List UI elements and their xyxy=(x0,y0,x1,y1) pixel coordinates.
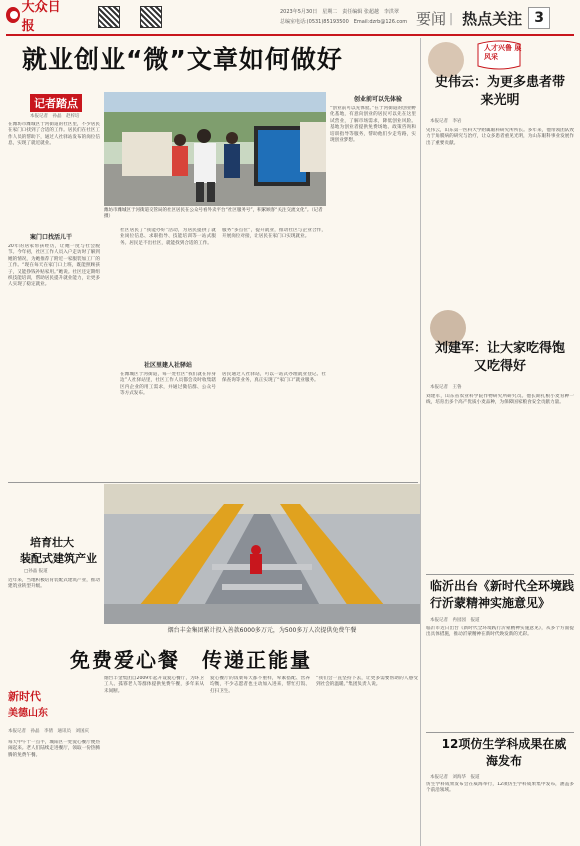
industry-photo xyxy=(104,484,420,624)
subhead-2: 创业前可以先体验 xyxy=(354,96,403,103)
lead-body-col1b: 20年的居家带孩经历，让她一度与社会脱节。今年初，社区工作人员入户走访时了解到她的情况，为她推荐了附近一家服装加工厂的工作。“现在每天在家门口上班，既能照顾孩子，又能挣钱补贴家用。”她说。社区还定期组织技能培训，帮助居民提升就业能力，让更多人实现了稳定就业。 xyxy=(8,244,100,288)
story1-body: 史伟云，山东第一医科大学附属眼科研究所所长。多年来，他带领团队致力于角膜病的研究与治疗，让众多患者重见光明，为山东眼科事业发展作出了重要贡献。 xyxy=(426,128,574,146)
meal-body-col4: “我们会一直坚持下去，让更多需要帮助的人感受到社会的温暖。”集团负责人说。 xyxy=(316,676,418,688)
linyi-byline: 本报记者 冉园园 报道 xyxy=(430,618,480,623)
industry-byline: □孙晶 报道 xyxy=(24,569,48,574)
story1-title: 史伟云：为更多患者带来光明 xyxy=(434,75,565,108)
industry-photo-caption: 烟台丰金集团累计投入善款6000多万元，为500多万人次提供免费午餐 xyxy=(167,627,357,634)
lead-photo-caption: 潍坊市潍城区于河街道交管局的社区居民在公众号看外卖平台“社区服务号”，积累顾客“关注交流文化”。（记者摄） xyxy=(104,208,323,219)
meal-title: 免费爱心餐 传递正能量 xyxy=(70,648,312,672)
lead-body-col3: 服务“多点位”，提升就业，推动社区与企业合作，开展岗位对接，让居民在家门口实现就业。 xyxy=(222,228,326,240)
section-rule xyxy=(426,732,574,733)
subjects-title: 12项仿生学科成果在威海发布 xyxy=(441,737,567,768)
section-rule xyxy=(426,574,574,575)
logo-icon xyxy=(6,7,20,23)
industry-title-2: 装配式建筑产业 xyxy=(20,552,97,565)
lead-photo xyxy=(104,92,326,206)
lead-body-col2: 社区居民了“我能办好”活动，为居民提供了就业岗位信息、求职指导、技能培训等一站式服务。居民足不出社区，就能找到合适的工作。 xyxy=(120,228,216,246)
industry-body: 近年来，当地积极培育装配式建筑产业，推动建筑业转型升级。 xyxy=(8,578,100,590)
virtue-badge-line2: 美德山东 xyxy=(8,708,48,719)
story2-byline: 本报记者 王鲁 xyxy=(430,385,462,390)
edition-header: 要闻 | 热点关注 3 xyxy=(416,6,576,30)
qr-code-icon xyxy=(98,6,120,28)
column-divider xyxy=(420,38,421,846)
paper-name: 大众日报 xyxy=(21,0,61,34)
lead-body-col4: “创业前可以先体验。”在于河街道的创业孵化基地，有意向创业的居民可以先在这里试营业，了解市场需求，降低创业风险。基地为创业者提供免费场地、政策咨询和培训指导等服务，帮助他们少走弯路，实现创业梦想。 xyxy=(330,106,416,144)
linyi-title: 临沂出台《新时代全环境践行沂蒙精神实施意见》 xyxy=(430,579,575,610)
portrait-shi-weiyun xyxy=(428,42,464,78)
virtue-badge-line1: 新时代 xyxy=(8,690,41,703)
meal-body-col3: 爱心餐厅的饭菜每天都不重样，荤素搭配、营养均衡，不少志愿者也主动加入进来，帮忙打饭、打扫卫生。 xyxy=(210,676,310,694)
newspaper-logo xyxy=(6,0,66,34)
reporter-tag xyxy=(30,92,82,112)
talent-badge-text: 人才兴鲁 展风采 xyxy=(484,44,522,61)
contact-line: 总编室电话:(0531)85193500 Email:dzrb@126.com xyxy=(280,19,408,25)
story2-title: 刘建军：让大家吃得饱又吃得好 xyxy=(434,341,565,374)
edition-name: 要闻 xyxy=(416,9,447,28)
byline-marker xyxy=(8,112,12,118)
lead-body-col2b: 在潍城区于河街道，每一处社区“我们就在你身边”人社驿站里，社区工作人员都会及时收集辖区内企业的用工需求，并通过微信群、公众号等方式发布。 xyxy=(120,372,216,397)
subhead-1: 案门口找活儿干 xyxy=(30,234,73,241)
section-rule xyxy=(8,482,418,483)
masthead-rule xyxy=(6,34,574,36)
meal-body-col2: 烟台丰金集团自2009年起开设爱心餐厅，为环卫工人、孤寡老人等群体提供免费午餐，多年来从未间断。 xyxy=(104,676,204,694)
lead-body-col3b: 居民通过人社驿站，可以一站式办理就业登记、社保查询等业务，真正实现了“家门口”就业服务。 xyxy=(222,372,326,384)
story2-body: 刘建军，山东省农业科学院作物研究所研究员。他长期扎根小麦育种一线，培育出多个高产优质小麦品种，为保障国家粮食安全贡献力量。 xyxy=(426,394,574,406)
meal-body-col1: 每天中午十一点半，城阳区一处爱心餐厅便热闹起来。老人们陆续走进餐厅，领取一份热腾腾的免费午餐。 xyxy=(8,740,100,758)
qr-code-icon xyxy=(140,6,162,28)
story1-byline: 本报记者 李岩 xyxy=(430,119,462,124)
virtue-badge xyxy=(8,688,70,724)
industry-title-1: 培育壮大 xyxy=(30,536,74,549)
reporter-tag-label: 记者踏点 xyxy=(30,94,82,112)
page-number: 3 xyxy=(528,7,550,29)
subhead-3: 社区里建人社驿站 xyxy=(144,362,193,369)
meal-byline: 本报记者 孙晶 李倩 通讯员 刘国庆 xyxy=(8,729,89,734)
lead-headline: 就业创业“微”文章如何做好 xyxy=(22,45,343,74)
linyi-body: 临沂市近日出台《新时代全环境践行沂蒙精神实施意见》，从多个方面提出具体措施，推动沂蒙精神在新时代焕发新的光彩。 xyxy=(426,626,574,638)
page-title: 热点关注 xyxy=(462,9,523,28)
lead-byline: 本报记者 孙晶 赵梓培 xyxy=(30,114,80,119)
lead-body-col1: 在潍坊市潍城区于河街道的社区里，不少居民在家门口找到了合适的工作。居民们在社区工作人员的帮助下，通过人社驿站发布的岗位信息，实现了就近就业。 xyxy=(8,122,100,147)
subjects-byline: 本报记者 刘海华 报道 xyxy=(430,775,480,780)
date-line: 2023年5月30日 星期二 责任编辑 张超越 李洪翠 xyxy=(280,9,399,15)
subjects-body: 仿生学科成果发布会在威海举行，12项仿生学科成果集中发布，涵盖多个前沿领域。 xyxy=(426,782,574,794)
